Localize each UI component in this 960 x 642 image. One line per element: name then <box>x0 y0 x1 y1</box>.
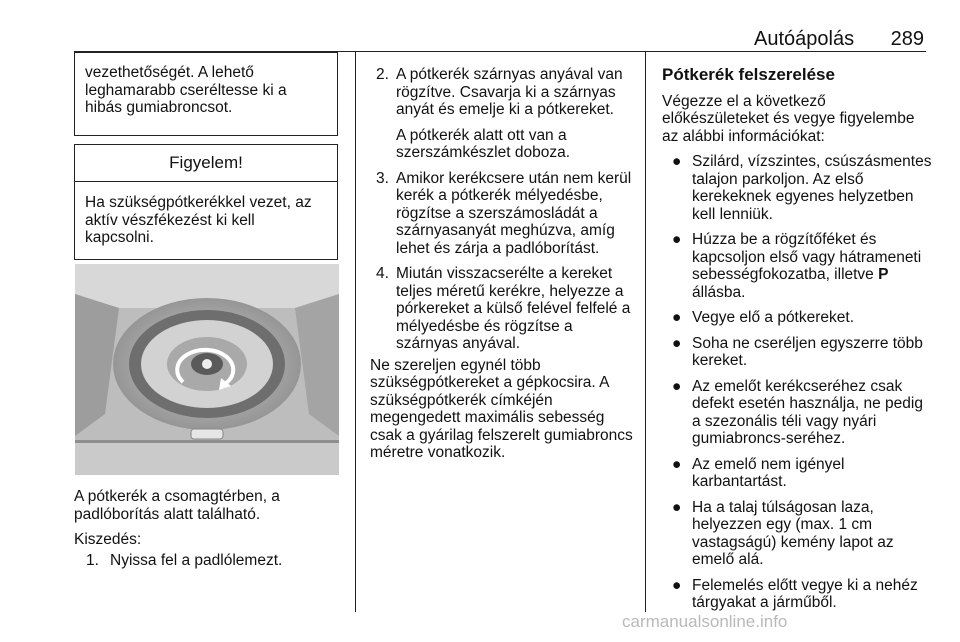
bullet-icon: ● <box>672 377 682 395</box>
section-title: Autóápolás <box>754 28 855 50</box>
bullet-icon: ● <box>672 576 682 594</box>
list-item <box>662 456 932 491</box>
bullet-icon: ● <box>672 455 682 473</box>
left-column-text <box>74 488 346 577</box>
step-number: 3. <box>376 169 389 187</box>
list-item-text: Vegye elő a pótkereket. <box>692 309 855 326</box>
list-item <box>662 378 932 448</box>
list-item <box>370 170 636 258</box>
removal-steps <box>74 552 346 570</box>
step-number: 4. <box>376 265 389 282</box>
continued-note-box <box>74 52 338 136</box>
list-item <box>662 153 932 223</box>
list-item-text: Az emelő nem igényel karbantartást. <box>692 455 845 490</box>
list-item <box>662 309 932 327</box>
watermark[interactable]: carmanualsonline.info <box>622 612 788 631</box>
list-item <box>370 66 636 162</box>
removal-intro: Kiszedés: <box>74 531 142 548</box>
section-heading: Pótkerék felszerelése <box>662 65 835 84</box>
list-item-text: Ha a talaj túlságosan laza, helyezzen egy (max. 1 cm vastagságú) kemény lapot az emelő alá. <box>692 498 894 568</box>
removal-steps-continued <box>370 66 636 353</box>
preparation-list <box>662 153 932 612</box>
spare-wheel-note: Ne szereljen egynél több szükségpótkereket a gépkocsira. A szükségpótkerék címkéjén megengedett maximális sebesség csak a gyárilag felszerelt gumiabroncs méretre vonatkozik. <box>370 356 633 461</box>
right-column-text <box>662 66 932 620</box>
photo-caption: A pótkerék a csomagtérben, a padlóborítás alatt található. <box>74 488 280 523</box>
warning-title: Figyelem! <box>75 145 337 182</box>
step-text: A pótkerék szárnyas anyával van rögzítve. Csavarja ki a szárnyas anyát és emelje ki a pótkereket. <box>396 66 623 118</box>
list-item <box>662 577 932 612</box>
step-text: Nyissa fel a padlólemezt. <box>110 551 283 569</box>
step-text: Miután visszacserélte a kereket teljes méretű kerékre, helyezze a pórkereket a külső felével felfelé a mélyedésbe és rögzítse a szárnyas anyával. <box>396 265 631 352</box>
warning-text: Ha szükségpótkerékkel vezet, az aktív vészfékezést ki kell kapcsolni. <box>85 194 312 246</box>
list-item <box>74 552 346 570</box>
list-item-text: Soha ne cseréljen egyszerre több kereket. <box>692 334 923 369</box>
list-item-text: Szilárd, vízszintes, csúszásmentes talajon parkoljon. Az első kerekeknek egyenes helyzetben kell lenniük. <box>692 153 932 223</box>
bullet-icon: ● <box>672 334 682 352</box>
list-item <box>662 499 932 569</box>
bullet-icon: ● <box>672 153 682 170</box>
step-number: 1. <box>86 551 99 569</box>
bullet-icon: ● <box>672 309 682 326</box>
step-text: Amikor kerékcsere után nem kerül kerék a pótkerék mélyedésbe, rögzítse a szerszámosládát a szárnyasanyát meghúzva, amíg lehet és zárja a padlóborítást. <box>396 169 632 257</box>
gear-position-label: P <box>878 266 889 283</box>
list-item <box>662 335 932 370</box>
list-item-text: Felemelés előtt vegye ki a nehéz tárgyakat a járműből. <box>692 576 918 611</box>
list-item-text: Az emelőt kerékcseréhez csak defekt esetén használja, ne pedig a szezonális téli vagy nyári gumiabroncs-seréhez. <box>692 377 923 447</box>
continued-note-text: vezethetőségét. A lehető leghamarabb cseréltesse ki a hibás gumiabroncsot. <box>85 64 287 116</box>
list-item-text: állásba. <box>692 283 746 301</box>
page-header <box>74 22 926 52</box>
column-divider-right <box>645 52 646 612</box>
warning-box <box>74 144 338 260</box>
list-item <box>370 265 636 353</box>
list-item-text: Húzza be a rögzítőféket és kapcsoljon első vagy hátrameneti sebességfokozatba, illetve <box>692 231 922 283</box>
middle-column-text <box>370 66 636 470</box>
bullet-icon: ● <box>672 498 682 516</box>
column-divider-left <box>355 52 356 612</box>
bullet-icon: ● <box>672 231 682 248</box>
list-item <box>662 231 932 301</box>
section-intro: Végezze el a következő előkészületeket és vegye figyelembe az alábbi információkat: <box>662 92 915 145</box>
spare-wheel-photo <box>75 264 339 475</box>
page-number: 289 <box>890 28 924 50</box>
step-subtext: A pótkerék alatt ott van a szerszámkészlet doboza. <box>396 126 571 161</box>
step-number: 2. <box>376 66 389 83</box>
